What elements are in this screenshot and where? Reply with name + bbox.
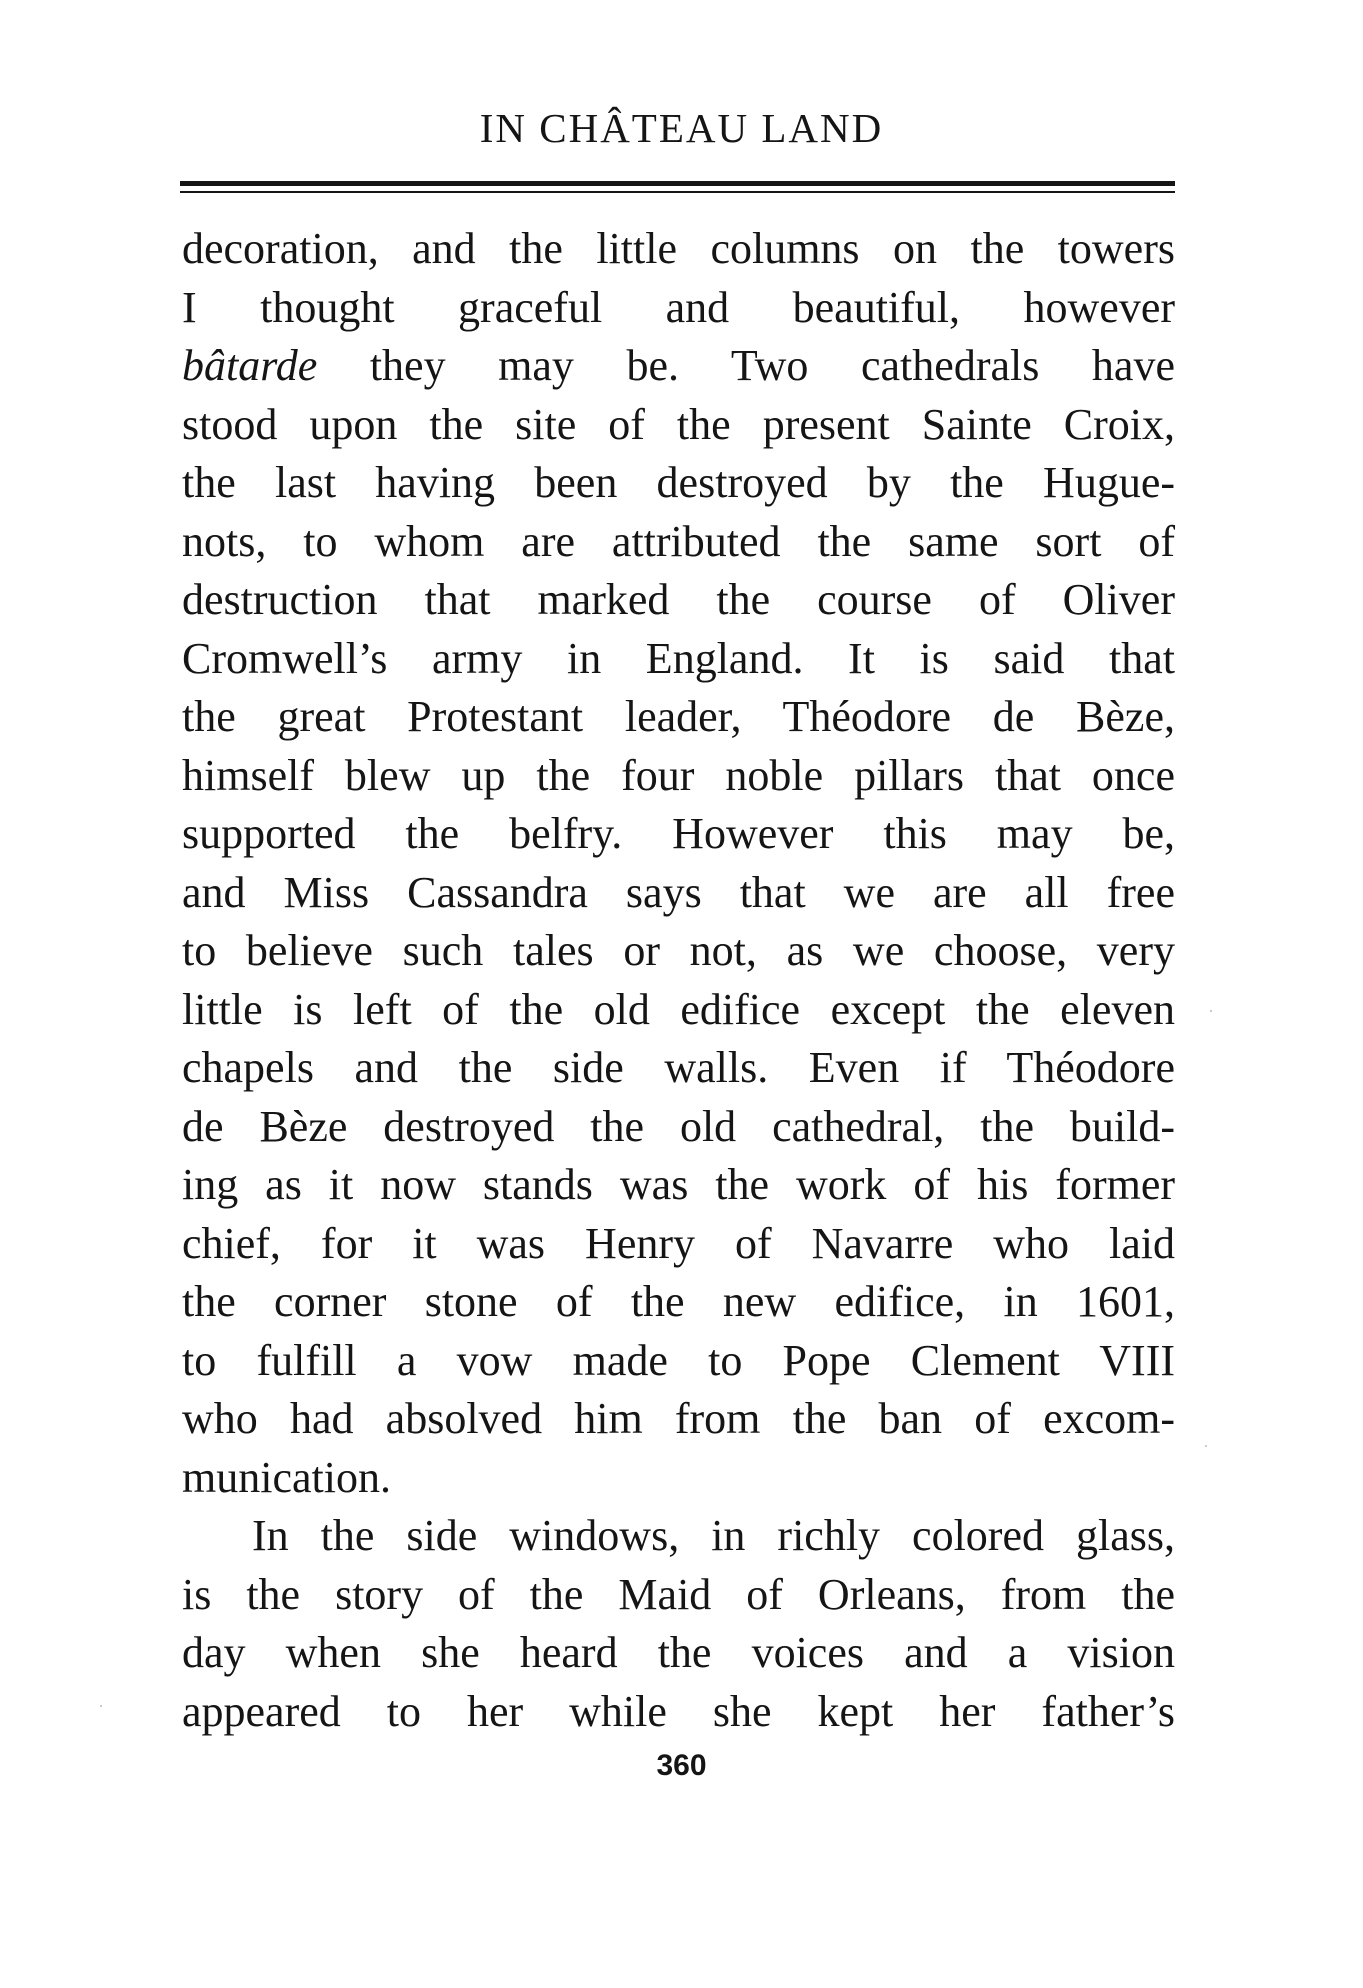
text-line: day when she heard the voices and a vision xyxy=(182,1628,1175,1677)
text-line: who had absolved him from the ban of excom- xyxy=(182,1394,1175,1443)
text-line: ing as it now stands was the work of his former xyxy=(182,1160,1175,1209)
body-text xyxy=(182,220,1175,1741)
text-line: the corner stone of the new edifice, in 1601, xyxy=(182,1277,1175,1326)
text-line: is the story of the Maid of Orleans, from the xyxy=(182,1569,1175,1619)
text-line: the last having been destroyed by the Hugue- xyxy=(182,458,1175,507)
text-line: little is left of the old edifice except the eleven xyxy=(182,984,1175,1034)
paragraph-end-line: munication. xyxy=(182,1452,391,1502)
text-line: de Bèze destroyed the old cathedral, the build- xyxy=(182,1101,1175,1151)
text-line: chief, for it was Henry of Navarre who laid xyxy=(182,1218,1175,1268)
text-line: I thought graceful and beautiful, however xyxy=(182,282,1175,332)
text-line: to fulfill a vow made to Pope Clement VIII xyxy=(182,1335,1175,1385)
text-line: destruction that marked the course of Oliver xyxy=(182,575,1175,624)
header-rule-thick xyxy=(180,181,1175,186)
text-line: supported the belfry. However this may be, xyxy=(182,809,1175,858)
text-line: himself blew up the four noble pillars that once xyxy=(182,750,1175,800)
text-line: Cromwell’s army in England. It is said that xyxy=(182,633,1175,683)
text-line: appeared to her while she kept her father’s xyxy=(182,1686,1175,1736)
running-title: IN CHÂTEAU LAND xyxy=(479,105,884,151)
paper-speck xyxy=(100,1705,102,1707)
text-line: to believe such tales or not, as we choose, very xyxy=(182,926,1175,975)
page-number: 360 xyxy=(656,1749,707,1782)
paper-speck xyxy=(1205,1445,1207,1447)
italic-word: bâtarde xyxy=(182,341,318,390)
text-line: and Miss Cassandra says that we are all free xyxy=(182,867,1175,917)
header-rule-thin xyxy=(180,191,1175,193)
text-line-rest: they may be. Two cathedrals have xyxy=(317,341,1175,390)
paper-speck xyxy=(1210,1010,1212,1012)
text-line: the great Protestant leader, Théodore de Bèze, xyxy=(182,692,1175,741)
text-line: nots, to whom are attributed the same sort of xyxy=(182,516,1175,566)
text-line: chapels and the side walls. Even if Théodore xyxy=(182,1043,1175,1092)
text-line: decoration, and the little columns on the towers xyxy=(182,224,1175,273)
text-line: stood upon the site of the present Sainte Croix, xyxy=(182,399,1175,449)
paragraph-start-line: In the side windows, in richly colored glass, xyxy=(252,1511,1175,1560)
text-line xyxy=(182,337,1175,396)
